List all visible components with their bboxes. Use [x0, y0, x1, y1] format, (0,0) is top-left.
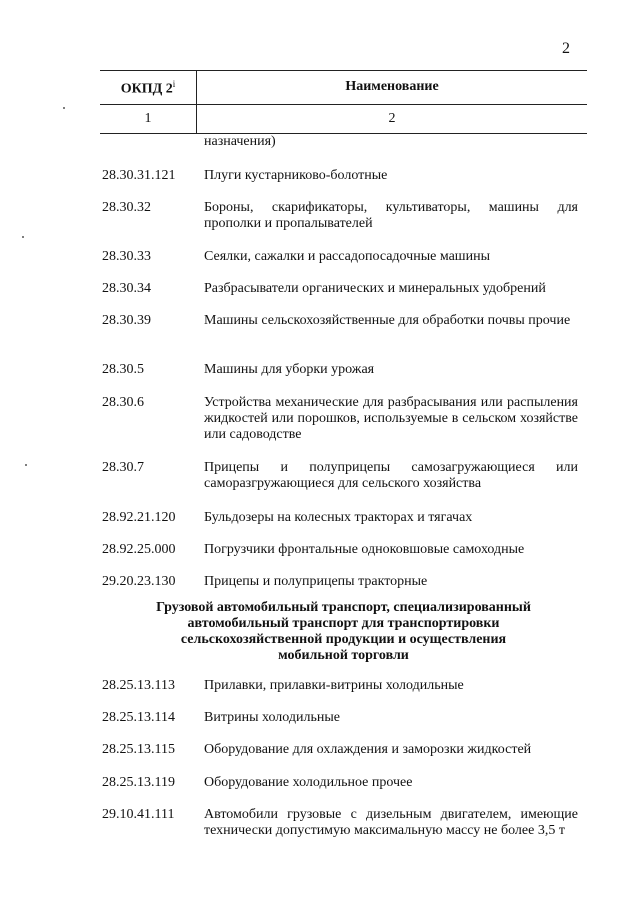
row-code: 28.30.6 [102, 395, 144, 410]
row-name: Оборудование холодильное прочее [204, 775, 413, 790]
row-name: Оборудование для охлаждения и заморозки жидкостей [204, 742, 532, 757]
row-name: Прицепы и полуприцепы тракторные [204, 574, 428, 589]
row-name: Устройства механические для разбрасывания или распыления жидкостей или порошков, используемые в сельском хозяйстве или садоводстве [204, 395, 578, 442]
column-number-2: 2 [388, 111, 396, 126]
header-code [100, 79, 196, 98]
row-code: 28.30.34 [102, 281, 151, 296]
row-name: Машины сельскохозяйственные для обработки почвы прочие [204, 313, 571, 328]
scan-speck [25, 464, 27, 466]
row-code: 28.30.31.121 [102, 168, 176, 183]
row-code: 28.25.13.115 [102, 742, 175, 757]
section-title-line: автомобильный транспорт для транспортировки [187, 616, 500, 631]
row-code: 28.30.39 [102, 313, 151, 328]
row-code: 28.25.13.119 [102, 775, 175, 790]
row-name: Сеялки, сажалки и рассадопосадочные машины [204, 249, 490, 264]
header-top-rule [100, 70, 587, 71]
header-code-label: ОКПД 2 [120, 81, 173, 97]
row-code: 28.30.7 [102, 460, 144, 475]
section-title [100, 600, 587, 664]
row-name: Разбрасыватели органических и минеральных удобрений [204, 281, 546, 296]
continuation-text: назначения) [204, 134, 276, 149]
row-name: Прилавки, прилавки-витрины холодильные [204, 678, 464, 693]
header-middle-rule [100, 104, 587, 105]
row-code: 29.20.23.130 [102, 574, 176, 589]
row-name: Погрузчики фронтальные одноковшовые самоходные [204, 542, 525, 557]
row-code: 28.25.13.114 [102, 710, 175, 725]
section-title-line: Грузовой автомобильный транспорт, специализированный [156, 600, 531, 615]
section-title-line: сельскохозяйственной продукции и осуществления [180, 632, 507, 647]
row-name: Автомобили грузовые с дизельным двигателем, имеющие технически допустимую максимальную массу не более 3,5 т [204, 807, 578, 838]
scan-speck [63, 107, 65, 109]
scan-speck [22, 236, 24, 238]
row-name: Машины для уборки урожая [204, 362, 375, 377]
row-code: 28.92.25.000 [102, 542, 176, 557]
row-code: 29.10.41.111 [102, 807, 175, 822]
row-name: Бороны, скарификаторы, культиваторы, машины для прополки и пропалывателей [204, 200, 578, 231]
row-name: Витрины холодильные [204, 710, 340, 725]
row-name: Бульдозеры на колесных тракторах и тягачах [204, 510, 473, 525]
row-code: 28.30.33 [102, 249, 151, 264]
column-number-1: 1 [144, 111, 152, 126]
header-bottom-rule [100, 133, 587, 134]
row-code: 28.30.5 [102, 362, 144, 377]
row-code: 28.30.32 [102, 200, 151, 215]
section-title-line: мобильной торговли [278, 648, 409, 663]
page-number: 2 [562, 40, 570, 57]
row-name: Плуги кустарниково-болотные [204, 168, 388, 183]
header-name: Наименование [345, 79, 439, 94]
row-name: Прицепы и полуприцепы самозагружающиеся или саморазгружающиеся для сельского хозяйства [204, 460, 578, 491]
row-code: 28.92.21.120 [102, 510, 176, 525]
header-code-sup: i [172, 79, 176, 89]
row-code: 28.25.13.113 [102, 678, 175, 693]
